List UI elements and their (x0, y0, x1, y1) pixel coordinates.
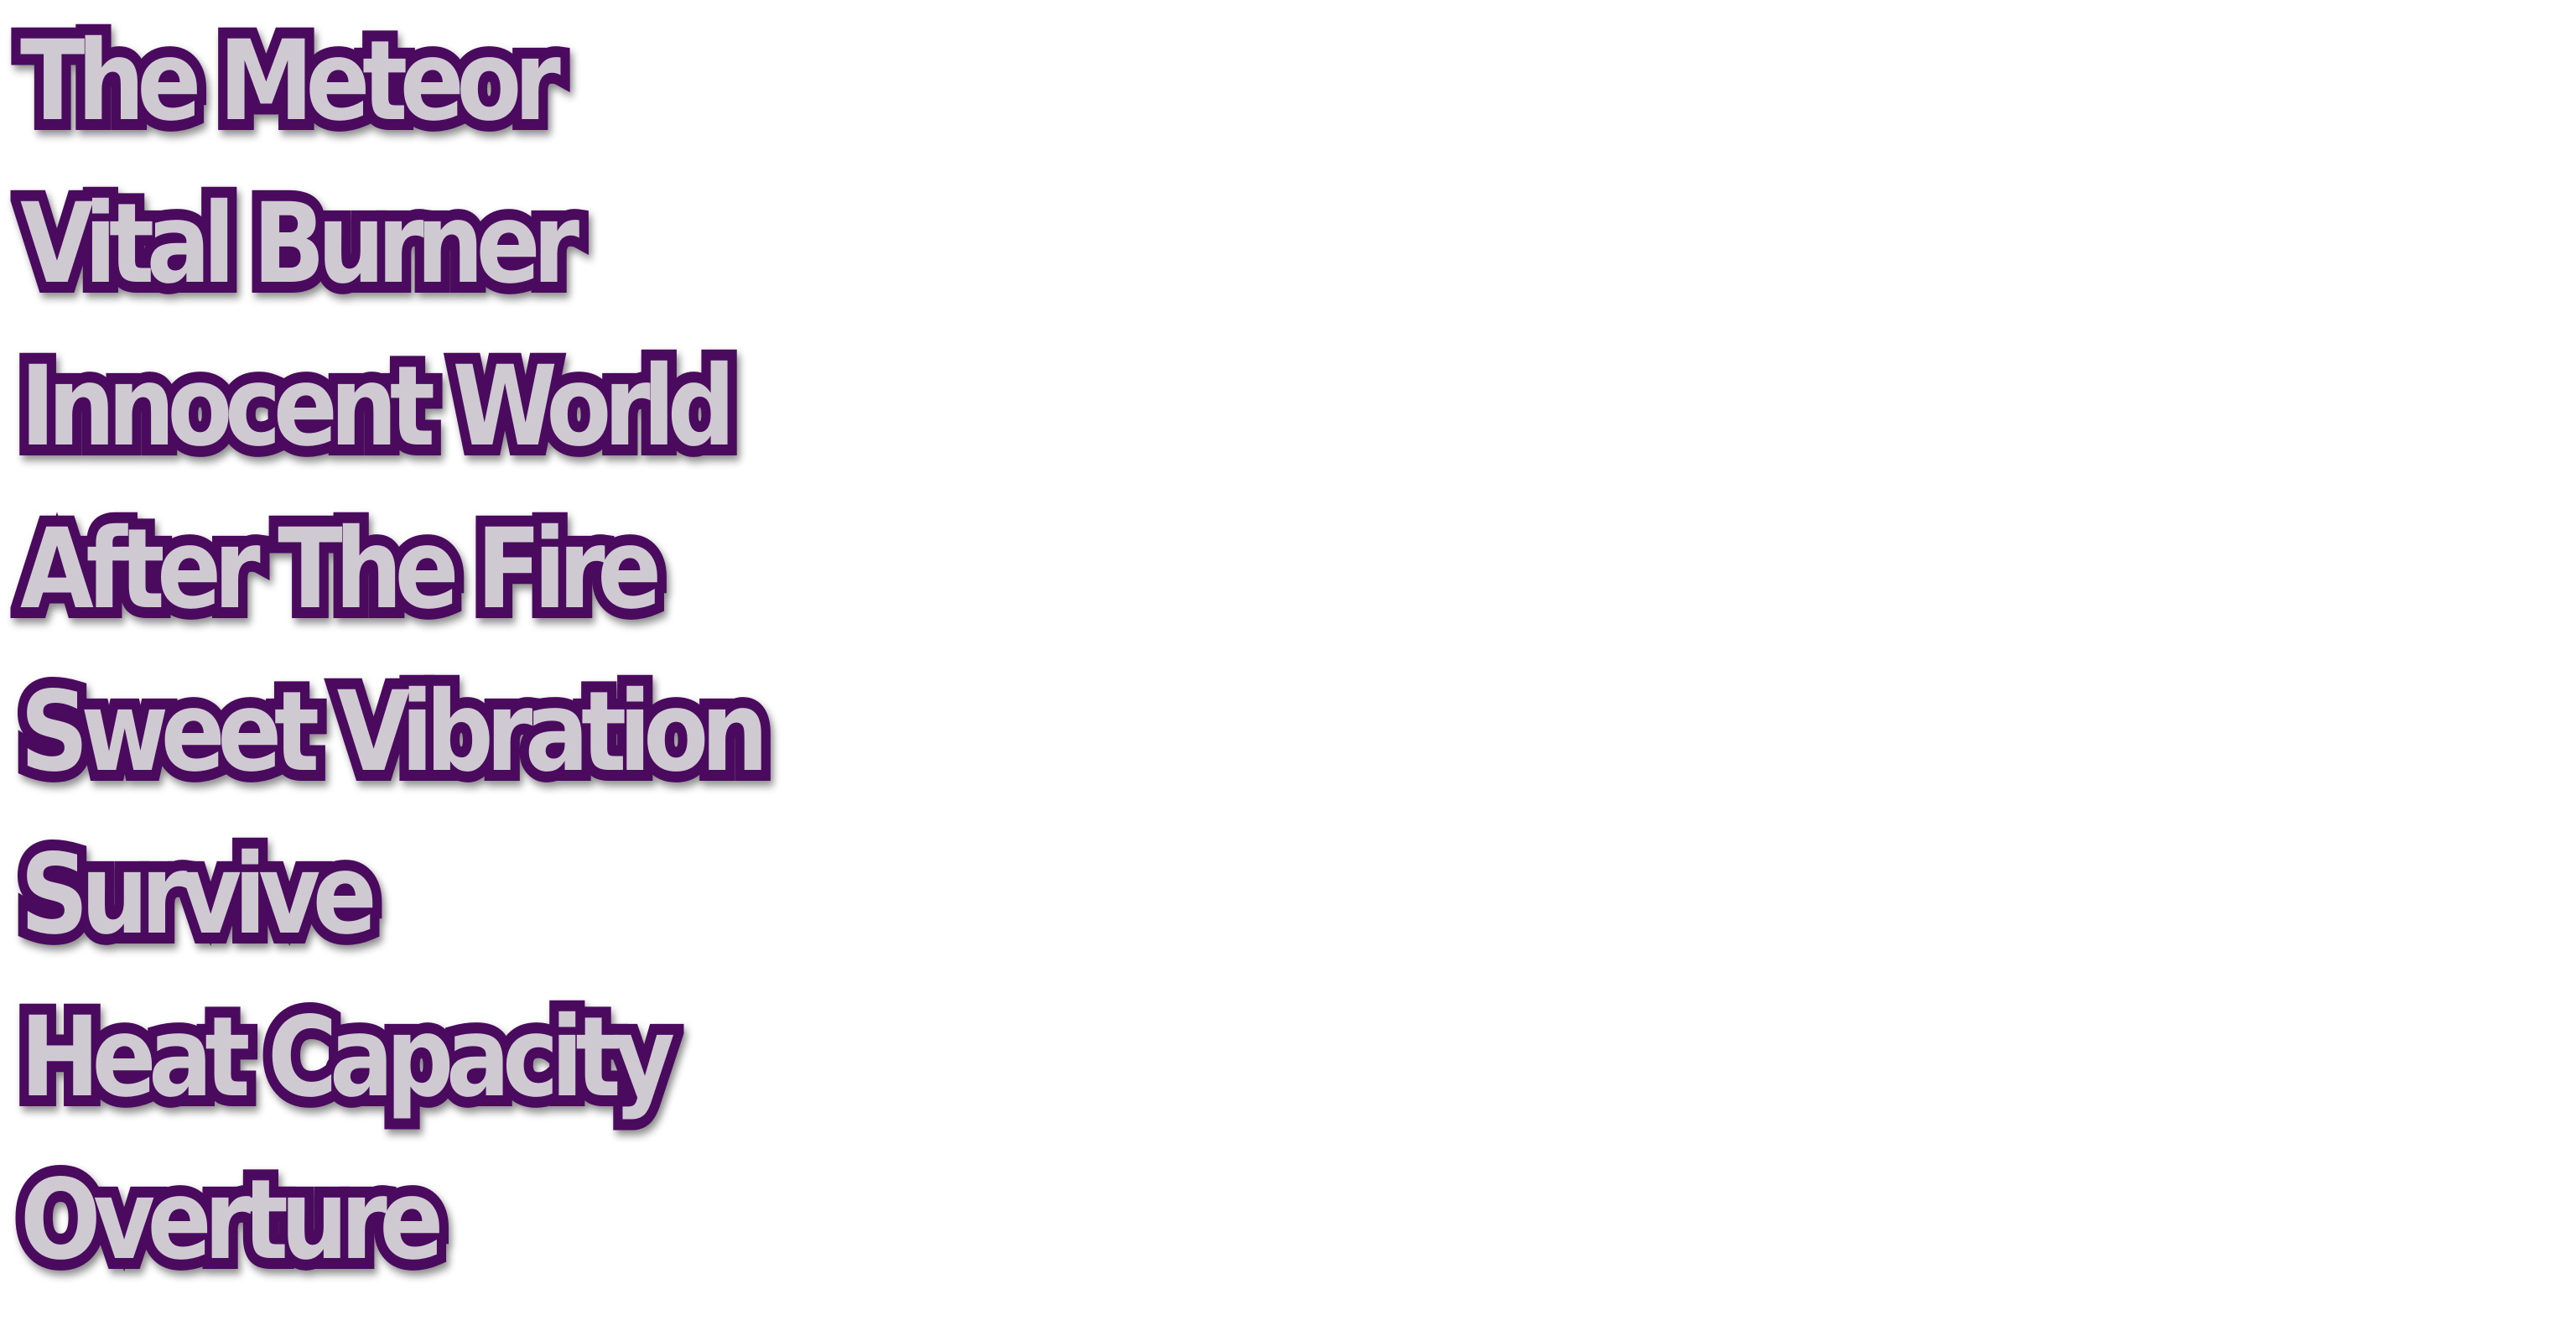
track-item (20, 1139, 881, 1302)
track-item (20, 0, 881, 163)
track-item (20, 814, 881, 976)
track-title: Innocent World (20, 342, 728, 471)
track-title: Sweet Vibration (20, 668, 761, 797)
track-title: Overture (20, 1156, 436, 1285)
track-item (20, 325, 881, 488)
track-title: After The Fire (20, 505, 654, 634)
track-item (20, 163, 881, 325)
track-title: Vital Burner (20, 179, 572, 309)
track-title: The Meteor (20, 17, 553, 146)
track-item (20, 976, 881, 1139)
track-title: Heat Capacity (20, 993, 667, 1122)
track-title-list (20, 0, 881, 1302)
track-title: Survive (20, 830, 370, 959)
track-item (20, 651, 881, 814)
track-item (20, 488, 881, 651)
